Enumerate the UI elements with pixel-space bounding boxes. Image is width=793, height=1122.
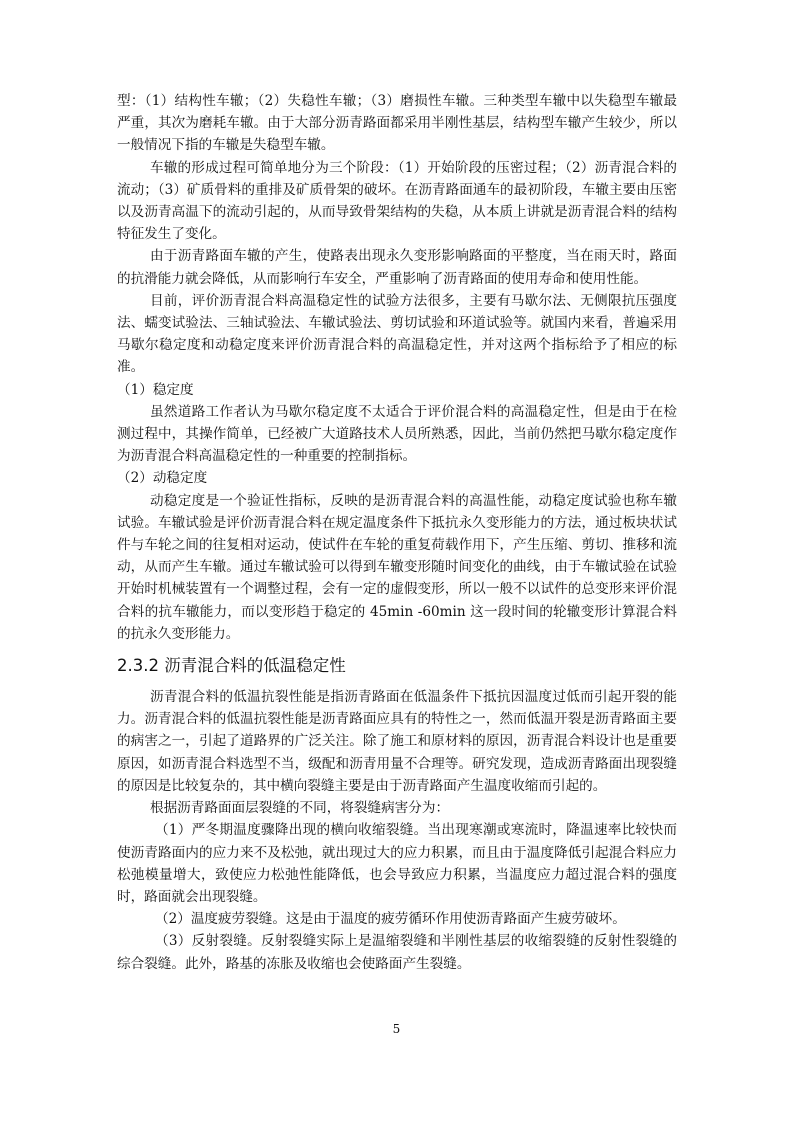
paragraph-crack-type-2: （2）温度疲劳裂缝。这是由于温度的疲劳循环作用使沥青路面产生疲劳破坏。 [155,911,626,928]
paragraph-rutting-effects: 由于沥青路面车辙的产生，使路表出现永久变形影响路面的平整度，当在雨天时，路面的抗滑能力就会降低，从而影响行车安全，严重影响了沥青路面的使用寿命和使用性能。 [117,248,677,287]
section-heading: 2.3.2 沥青混合料的低温稳定性 [117,656,346,676]
paragraph-crack-classification: 根据沥青路面面层裂缝的不同，将裂缝病害分为： [150,800,450,817]
paragraph-rutting-stages: 车辙的形成过程可简单地分为三个阶段：（1）开始阶段的压密过程；（2）沥青混合料的流动；（3）矿质骨料的重排及矿质骨架的破坏。在沥青路面通车的最初阶段，车辙主要由压密以及沥青高温下的流动引起的，从而导致骨架结构的失稳，从本质上讲就是沥青混合料的结构特征发生了变化。 [117,159,677,243]
paragraph-low-temp-cracking: 沥青混合料的低温抗裂性能是指沥青路面在低温条件下抵抗因温度过低而引起开裂的能力。沥青混合料的低温抗裂性能是沥青路面应具有的特性之一，然而低温开裂是沥青路面主要的病害之一，引起了道路界的广泛关注。除了施工和原材料的原因，沥青混合料设计也是重要原因，如沥青混合料选型不当，级配和沥青用量不合理等。研究发现，造成沥青路面出现裂缝的原因是比较复杂的，其中横向裂缝主要是由于沥青路面产生温度收缩而引起的。 [117,689,677,794]
paragraph-rutting-types: 型：（1）结构性车辙；（2）失稳性车辙；（3）磨损性车辙。三种类型车辙中以失稳型车辙最严重，其次为磨耗车辙。由于大部分沥青路面都采用半刚性基层，结构型车辙产生较少，所以一般情况下指的车辙是失稳型车辙。 [117,93,677,154]
paragraph-stability: 虽然道路工作者认为马歇尔稳定度不太适合于评价混合料的高温稳定性，但是由于在检测过程中，其操作简单，已经被广大道路技术人员所熟悉，因此，当前仍然把马歇尔稳定度作为沥青混合料高温稳定性的一种重要的控制指标。 [117,403,677,465]
paragraph-crack-type-1: （1）严冬期温度骤降出现的横向收缩裂缝。当出现寒潮或寒流时，降温速率比较快而使沥青路面内的应力来不及松弛，就出现过大的应力积累，而且由于温度降低引起混合料应力松弛模量增大，致使应力松弛性能降低，也会导致应力积累，当温度应力超过混合料的强度时，路面就会出现裂缝。 [117,822,677,905]
subheading-dynamic-stability: （2）动稳定度 [117,470,208,487]
page-number: 5 [392,1022,401,1036]
paragraph-test-methods: 目前，评价沥青混合料高温稳定性的试验方法很多，主要有马歇尔法、无侧限抗压强度法、蠕变试验法、三轴试验法、车辙试验法、剪切试验和环道试验等。就国内来看，普遍采用马歇尔稳定度和动稳定度来评价沥青混合料的高温稳定性，并对这两个指标给予了相应的标准。 [117,292,677,376]
paragraph-dynamic-stability: 动稳定度是一个验证性指标，反映的是沥青混合料的高温性能，动稳定度试验也称车辙试验。车辙试验是评价沥青混合料在规定温度条件下抵抗永久变形能力的方法，通过板块状试件与车轮之间的往复相对运动，使试件在车轮的重复荷载作用下，产生压缩、剪切、推移和流动，从而产生车辙。通过车辙试验可以得到车辙变形随时间变化的曲线，由于车辙试验在试验开始时机械装置有一个调整过程，会有一定的虚假变形，所以一般不以试件的总变形来评价混合料的抗车辙能力，而以变形趋于稳定的 45min -60min 这一段时间的轮辙变形计算混合料的抗永久变形能力。 [117,492,677,642]
subheading-stability: （1）稳定度 [117,381,194,398]
paragraph-crack-type-3: （3）反射裂缝。反射裂缝实际上是温缩裂缝和半刚性基层的收缩裂缝的反射性裂缝的综合裂缝。此外，路基的冻胀及收缩也会使路面产生裂缝。 [117,933,677,972]
document-page [117,90,677,975]
